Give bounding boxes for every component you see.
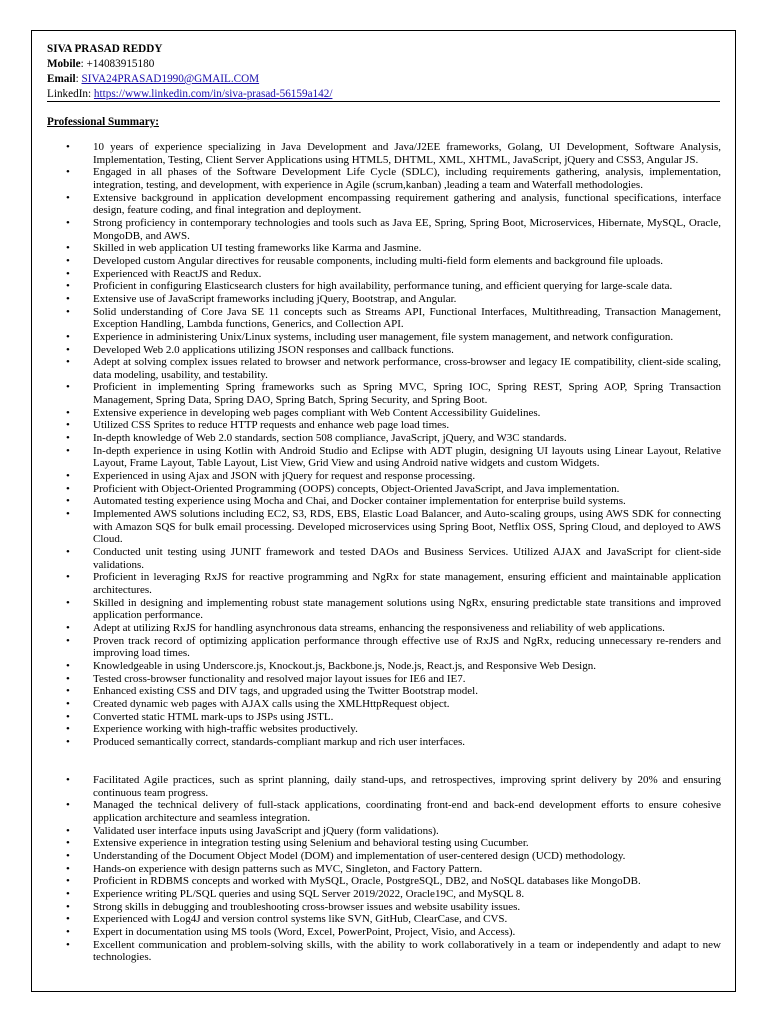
summary-bullet-item: • Developed custom Angular directives for reusable components, including multi-field form elements and background file uploads. <box>32 255 721 268</box>
summary-bullet-item: • Facilitated Agile practices, such as sprint planning, daily stand-ups, and retrospectives, improving sprint delivery by 20% and ensuring continuous team progress. <box>32 774 721 799</box>
summary-bullet-item: • Automated testing experience using Mocha and Chai, and Docker container implementation for enterprise build systems. <box>32 495 721 508</box>
summary-bullet-item: • Experience working with high-traffic websites productively. <box>32 723 721 736</box>
summary-bullet-item: • Proficient in RDBMS concepts and worked with MySQL, Oracle, PostgreSQL, DB2, and NoSQL databases like MongoDB. <box>32 875 721 888</box>
email-link[interactable]: SIVA24PRASAD1990@GMAIL.COM <box>81 73 260 85</box>
summary-bullet-item: • Understanding of the Document Object Model (DOM) and implementation of user-centered design (UCD) methodology. <box>32 850 721 863</box>
email-label: Email <box>47 73 76 85</box>
mobile-label: Mobile <box>47 58 81 70</box>
summary-bullet-item: • Skilled in designing and implementing robust state management solutions using NgRx, ensuring predictable state transitions and improved application performance. <box>32 597 721 622</box>
summary-bullet-item: • Proficient with Object-Oriented Programming (OOPS) concepts, Object-Oriented JavaScript, and Java implementation. <box>32 483 721 496</box>
summary-bullet-item: • Adept at utilizing RxJS for handling asynchronous data streams, enhancing the responsiveness and reliability of web applications. <box>32 622 721 635</box>
summary-bullet-list-continued <box>32 774 721 964</box>
summary-bullet-item: • Tested cross-browser functionality and resolved major layout issues for IE6 and IE7. <box>32 673 721 686</box>
summary-bullet-item: • Excellent communication and problem-solving skills, with the ability to work collaboratively in a team or independently and adapt to new technologies. <box>32 939 721 964</box>
summary-bullet-item: • Adept at solving complex issues related to browser and network performance, cross-browser and legacy IE compatibility, client-side scaling, data modeling, usability, and testability. <box>32 356 721 381</box>
linkedin-link[interactable]: https://www.linkedin.com/in/siva-prasad-56159a142/ <box>93 88 333 100</box>
section-title-professional-summary: Professional Summary: <box>47 116 159 128</box>
summary-bullet-item: • Created dynamic web pages with AJAX calls using the XMLHttpRequest object. <box>32 698 721 711</box>
summary-bullet-list <box>32 141 721 749</box>
summary-bullet-item: • Implemented AWS solutions including EC2, S3, RDS, EBS, Elastic Load Balancer, and Auto-scaling groups, using AWS SDK for connecting with Amazon SQS for bulk email processing. Developed microservices using Spring Boot, Netflix OSS, Spring Cloud, and deployed to AWS Cloud. <box>32 508 721 546</box>
summary-bullet-item: • Experience in administering Unix/Linux systems, including user management, file system management, and network configuration. <box>32 331 721 344</box>
summary-bullet-item: • Strong skills in debugging and troubleshooting cross-browser issues and website usability issues. <box>32 901 721 914</box>
summary-bullet-item: • Proficient in configuring Elasticsearch clusters for high availability, performance tuning, and efficient querying for large-scale data. <box>32 280 721 293</box>
summary-bullet-item: • Proficient in implementing Spring frameworks such as Spring MVC, Spring IOC, Spring REST, Spring AOP, Spring Transaction Management, Spring Data, Spring DAO, Spring Batch, Spring Security, and Spring Boot. <box>32 381 721 406</box>
summary-bullet-item: • Experienced in using Ajax and JSON with jQuery for request and response processing. <box>32 470 721 483</box>
summary-bullet-item: • Hands-on experience with design patterns such as MVC, Singleton, and Factory Pattern. <box>32 863 721 876</box>
summary-bullet-item: • Engaged in all phases of the Software Development Life Cycle (SDLC), including requirements gathering, analysis, implementation, integration, testing, and development, with experience in Agile (scrum,kanban) ,leading a team and Waterfall methodologies. <box>32 166 721 191</box>
summary-bullet-item: • Converted static HTML mark-ups to JSPs using JSTL. <box>32 711 721 724</box>
summary-bullet-item: • Strong proficiency in contemporary technologies and tools such as Java EE, Spring, Spring Boot, Microservices, Hibernate, MySQL, Oracle, MongoDB, and AWS. <box>32 217 721 242</box>
summary-bullet-item: • Proven track record of optimizing application performance through effective use of RxJS and NgRx, reducing unnecessary re-renders and improving load times. <box>32 635 721 660</box>
summary-bullet-item: • Extensive experience in developing web pages compliant with Web Content Accessibility Guidelines. <box>32 407 721 420</box>
summary-bullet-item: • Validated user interface inputs using JavaScript and jQuery (form validations). <box>32 825 721 838</box>
email-line: Email: SIVA24PRASAD1990@GMAIL.COM <box>47 73 260 85</box>
linkedin-line: LinkedIn: https://www.linkedin.com/in/siva-prasad-56159a142/ <box>47 88 333 100</box>
candidate-name: SIVA PRASAD REDDY <box>47 43 163 55</box>
summary-bullet-item: • Extensive use of JavaScript frameworks including jQuery, Bootstrap, and Angular. <box>32 293 721 306</box>
summary-bullet-item: • Produced semantically correct, standards-compliant markup and rich user interfaces. <box>32 736 721 749</box>
contact-header <box>47 42 734 102</box>
summary-bullet-item: • Expert in documentation using MS tools (Word, Excel, PowerPoint, Project, Visio, and Access). <box>32 926 721 939</box>
summary-bullet-item: • Experienced with Log4J and version control systems like SVN, GitHub, ClearCase, and CVS. <box>32 913 721 926</box>
summary-bullet-item: • In-depth knowledge of Web 2.0 standards, section 508 compliance, JavaScript, jQuery, and W3C standards. <box>32 432 721 445</box>
summary-bullet-item: • Managed the technical delivery of full-stack applications, coordinating front-end and back-end development efforts to ensure cohesive application architecture and seamless integration. <box>32 799 721 824</box>
linkedin-label: LinkedIn <box>47 88 89 100</box>
summary-bullet-item: • Developed Web 2.0 applications utilizing JSON responses and callback functions. <box>32 344 721 357</box>
summary-bullet-item: • Experience writing PL/SQL queries and using SQL Server 2019/2022, Oracle19C, and MySQL 8. <box>32 888 721 901</box>
summary-bullet-item: • Extensive experience in integration testing using Selenium and behavioral testing using Cucumber. <box>32 837 721 850</box>
header-divider <box>47 101 720 102</box>
resume-page <box>31 30 736 992</box>
summary-bullet-item: • In-depth experience in using Kotlin with Android Studio and Eclipse with ADT plugin, designing UI layouts using Linear Layout, Relative Layout, Frame Layout, Table Layout, List View, Grid View and using Android native widgets and custom Widgets. <box>32 445 721 470</box>
summary-bullet-item: • Skilled in web application UI testing frameworks like Karma and Jasmine. <box>32 242 721 255</box>
summary-bullet-item: • Proficient in leveraging RxJS for reactive programming and NgRx for state management, ensuring efficient and maintainable application architectures. <box>32 571 721 596</box>
summary-bullet-item: • Solid understanding of Core Java SE 11 concepts such as Streams API, Functional Interfaces, Multithreading, Transaction Management, Exception Handling, Lambda functions, Generics, and Collection API. <box>32 306 721 331</box>
summary-bullet-item: • Experienced with ReactJS and Redux. <box>32 268 721 281</box>
mobile-number: +14083915180 <box>86 58 155 70</box>
mobile-line: Mobile: +14083915180 <box>47 58 155 70</box>
summary-bullet-item: • Utilized CSS Sprites to reduce HTTP requests and enhance web page load times. <box>32 419 721 432</box>
summary-bullet-item: • Knowledgeable in using Underscore.js, Knockout.js, Backbone.js, Node.js, React.js, and Responsive Web Design. <box>32 660 721 673</box>
summary-bullet-item: • 10 years of experience specializing in Java Development and Java/J2EE frameworks, Golang, UI Development, Software Analysis, Implementation, Testing, Client Server Applications using HTML5, DHTML, XML, XHTML, JavaScript, jQuery and CSS3, Angular JS. <box>32 141 721 166</box>
summary-bullet-item: • Conducted unit testing using JUNIT framework and tested DAOs and Business Services. Utilized AJAX and JavaScript for client-side validations. <box>32 546 721 571</box>
summary-bullet-item: • Extensive background in application development encompassing requirement gathering and analysis, functional specifications, interface design, feature coding, and final integration and deployment. <box>32 192 721 217</box>
summary-bullet-item: • Enhanced existing CSS and DIV tags, and upgraded using the Twitter Bootstrap model. <box>32 685 721 698</box>
